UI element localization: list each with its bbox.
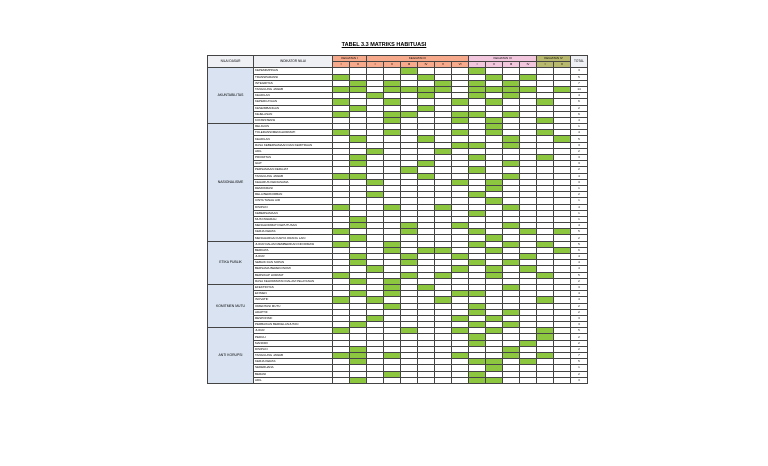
total-cell: 5	[571, 229, 588, 235]
total-cell: 2	[571, 192, 588, 198]
header-kegiatan-iii: KEGIATAN III	[469, 56, 537, 62]
header-subcol: I	[537, 62, 554, 68]
total-cell: 4	[571, 223, 588, 229]
header-subcol: III	[401, 62, 418, 68]
indicator-cell: TOLERANSI/MENGHORMATI	[254, 130, 333, 136]
indicator-cell: RELIGIUS	[254, 124, 333, 130]
indicator-cell: ORIENTASI MUTU	[254, 303, 333, 309]
total-cell: 3	[571, 377, 588, 383]
indicator-cell: JUJUR	[254, 254, 333, 260]
total-cell: 1	[571, 124, 588, 130]
indicator-cell: KONSISTENSI	[254, 117, 333, 123]
indicator-cell: KEPEMIMPINAN	[254, 68, 333, 74]
indicator-cell: MANDIRI	[254, 340, 333, 346]
total-cell: 2	[571, 278, 588, 284]
total-cell: 2	[571, 235, 588, 241]
header-subcol: I	[333, 62, 350, 68]
header-subcol: V	[435, 62, 452, 68]
indicator-cell: KEJELASAN	[254, 111, 333, 117]
marked-cell	[350, 377, 367, 383]
indicator-cell: BERSIKAP HORMAT	[254, 272, 333, 278]
total-cell: 7	[571, 353, 588, 359]
marked-cell	[469, 377, 486, 383]
nilai-dasar-cell: ANTI KORUPSI	[208, 328, 254, 384]
indicator-cell: KEADILAN	[254, 93, 333, 99]
total-cell: 2	[571, 340, 588, 346]
header-subcol: II	[350, 62, 367, 68]
empty-cell	[503, 377, 520, 383]
indicator-cell: INOVATIF	[254, 297, 333, 303]
total-cell: 2	[571, 334, 588, 340]
empty-cell	[384, 377, 401, 383]
indicator-cell: EFISIEN	[254, 291, 333, 297]
total-cell: 5	[571, 272, 588, 278]
indicator-cell: TANGGUNG JAWAB	[254, 173, 333, 179]
indicator-cell: TANGGUNG JAWAB	[254, 353, 333, 359]
total-cell: 4	[571, 204, 588, 210]
indicator-cell: JUJUR DALAM MEMBERIKAN INFORMASI	[254, 241, 333, 247]
indicator-cell: KERJA KERAS	[254, 229, 333, 235]
header-subcol: II	[384, 62, 401, 68]
total-cell: 3	[571, 142, 588, 148]
total-cell: 2	[571, 167, 588, 173]
nilai-dasar-cell: KOMITMEN MUTU	[208, 284, 254, 327]
total-cell: 4	[571, 266, 588, 272]
total-cell: 2	[571, 371, 588, 377]
total-cell: 3	[571, 179, 588, 185]
header-total: TOTAL	[571, 56, 588, 68]
empty-cell	[333, 377, 350, 383]
empty-cell	[367, 377, 384, 383]
indicator-cell: KEBERSAMAAN	[254, 210, 333, 216]
indicator-cell: RESPONSIF	[254, 315, 333, 321]
header-subcol: IV	[520, 62, 537, 68]
indicator-cell: SEDERHANA	[254, 365, 333, 371]
total-cell: 4	[571, 93, 588, 99]
total-cell: 4	[571, 260, 588, 266]
indicator-cell: MENGHORMATI KEPUTUSAN	[254, 223, 333, 229]
total-cell: 7	[571, 80, 588, 86]
indicator-cell: MUSYAWARAH	[254, 216, 333, 222]
habituation-matrix-table	[207, 55, 588, 384]
indicator-cell: RASA KEHORMATAN DALAM PELAYANAN	[254, 278, 333, 284]
header-indikator: INDIKATOR NILAI	[254, 56, 333, 68]
indicator-cell: ADIL	[254, 377, 333, 383]
total-cell: 2	[571, 346, 588, 352]
total-cell: 4	[571, 254, 588, 260]
total-cell: 4	[571, 130, 588, 136]
total-cell: 6	[571, 111, 588, 117]
indicator-cell: DISIPLIN	[254, 346, 333, 352]
empty-cell	[418, 377, 435, 383]
empty-cell	[452, 377, 469, 383]
indicator-cell: PEDULI	[254, 334, 333, 340]
total-cell: 2	[571, 309, 588, 315]
total-cell: 2	[571, 105, 588, 111]
total-cell: 2	[571, 303, 588, 309]
header-subcol: II	[486, 62, 503, 68]
indicator-cell: DISIPLIN	[254, 204, 333, 210]
header-kegiatan-iv: KEGIATAN IV	[537, 56, 571, 62]
empty-cell	[554, 377, 571, 383]
indicator-cell: TANGGUNG JAWAB	[254, 86, 333, 92]
indicator-cell: EFEKTIFITAS	[254, 284, 333, 290]
table-title: TABEL 3.3 MATRIKS HABITUASI	[341, 42, 427, 48]
total-cell: 3	[571, 322, 588, 328]
indicator-cell: ADIL	[254, 148, 333, 154]
total-cell: 3	[571, 161, 588, 167]
nilai-dasar-cell: AKUNTABILITAS	[208, 68, 254, 124]
header-subcol: I	[367, 62, 384, 68]
indicator-cell: ADAPTIF	[254, 309, 333, 315]
total-cell: 6	[571, 247, 588, 253]
total-cell: 3	[571, 68, 588, 74]
total-cell: 14	[571, 86, 588, 92]
indicator-cell: RASA KEBERSAMAAN DAN KEMITRAAN	[254, 142, 333, 148]
header-subcol: I	[469, 62, 486, 68]
total-cell: 1	[571, 210, 588, 216]
indicator-cell: KEHARUS KERJASAMA	[254, 179, 333, 185]
total-cell: 4	[571, 297, 588, 303]
total-cell: 5	[571, 328, 588, 334]
nilai-dasar-cell: ETIKA PUBLIK	[208, 241, 254, 284]
total-cell: 2	[571, 148, 588, 154]
marked-cell	[486, 377, 503, 383]
header-subcol: III	[503, 62, 520, 68]
empty-cell	[537, 377, 554, 383]
total-cell: 5	[571, 359, 588, 365]
total-cell: 5	[571, 136, 588, 142]
indicator-cell: KEADILAN	[254, 136, 333, 142]
empty-cell	[435, 377, 452, 383]
total-cell: 6	[571, 99, 588, 105]
total-cell: 1	[571, 216, 588, 222]
nilai-dasar-cell: NASIONALISME	[208, 124, 254, 242]
indicator-cell: KESEIMBANGAN	[254, 105, 333, 111]
indicator-cell: KEPERCAYAAN	[254, 99, 333, 105]
total-cell: 4	[571, 291, 588, 297]
total-cell: 1	[571, 198, 588, 204]
indicator-cell: MENGHARGAI KARYA ORANG LAIN	[254, 235, 333, 241]
total-cell: 1	[571, 365, 588, 371]
empty-cell	[401, 377, 418, 383]
indicator-cell: BERKATA	[254, 247, 333, 253]
total-cell: 1	[571, 185, 588, 191]
header-subcol: VI	[452, 62, 469, 68]
total-cell: 3	[571, 284, 588, 290]
empty-cell	[520, 377, 537, 383]
indicator-cell: KERJA KERAS	[254, 359, 333, 365]
indicator-cell: PERSAMAAN DERAJAT	[254, 167, 333, 173]
total-cell: 5	[571, 74, 588, 80]
indicator-cell: BERANI	[254, 371, 333, 377]
total-cell: 3	[571, 155, 588, 161]
indicator-cell: CINTA TANAH AIR	[254, 198, 333, 204]
indicator-cell: JUJUR	[254, 328, 333, 334]
indicator-cell: RELA BERKORBAN	[254, 192, 333, 198]
header-subcol: IV	[418, 62, 435, 68]
total-cell: 5	[571, 241, 588, 247]
indicator-cell: PRIORITAS	[254, 155, 333, 161]
header-nilai-dasar: NILAI DASAR	[208, 56, 254, 68]
table-row	[208, 377, 588, 383]
indicator-cell: SEBAIK DAN SOPAN	[254, 260, 333, 266]
header-kegiatan-i: KEGIATAN I	[333, 56, 367, 62]
header-subcol: II	[554, 62, 571, 68]
indicator-cell: GIAT	[254, 161, 333, 167]
total-cell: 4	[571, 173, 588, 179]
indicator-cell: DEMOKRASI	[254, 185, 333, 191]
header-kegiatan-ii: KEGIATAN II	[367, 56, 469, 62]
indicator-cell: TRANSPARANSI	[254, 74, 333, 80]
total-cell: 4	[571, 117, 588, 123]
total-cell: 3	[571, 315, 588, 321]
indicator-cell: BERSAMA BEREKONOMI	[254, 266, 333, 272]
indicator-cell: INTEGRITAS	[254, 80, 333, 86]
indicator-cell: PERBAIKAN BERKELANJUTAN	[254, 322, 333, 328]
